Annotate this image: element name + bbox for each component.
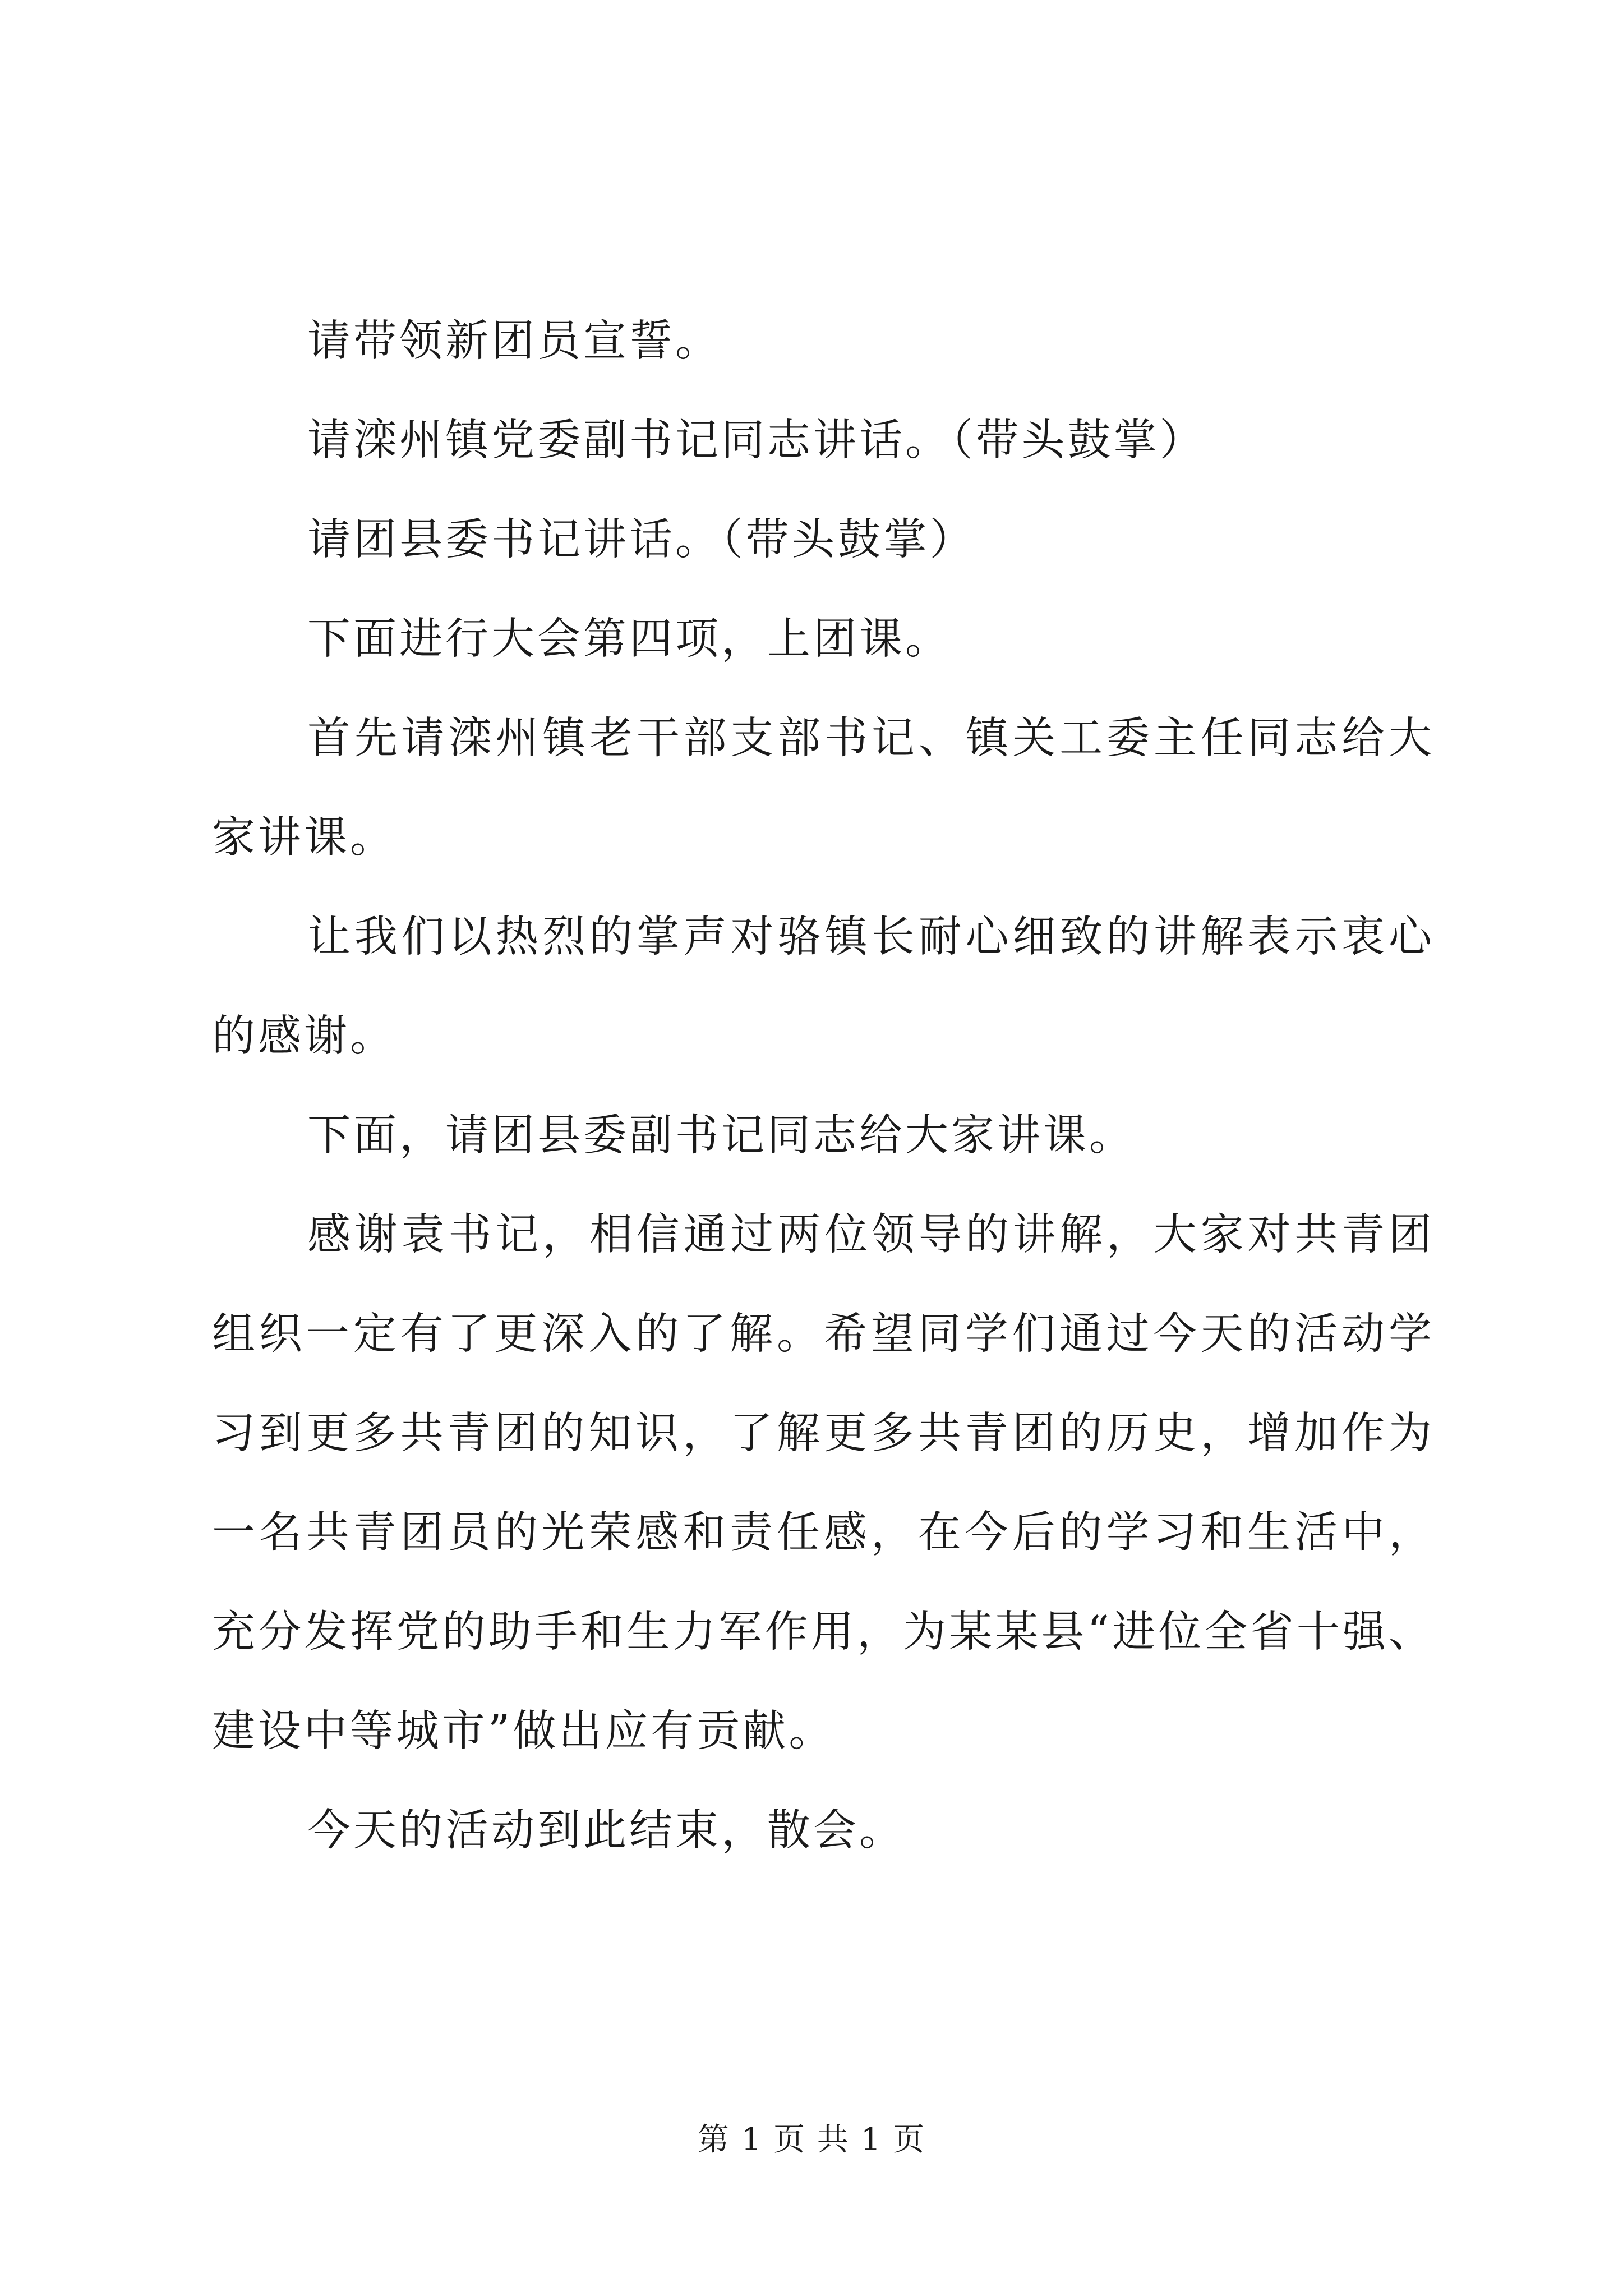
document-body	[212, 292, 1435, 1880]
paragraph-thanks-applause: 让我们以热烈的掌声对骆镇长耐心细致的讲解表示衷心的感谢。	[212, 912, 1435, 1061]
page-number-footer: 第 1 页 共 1 页	[697, 2122, 926, 2158]
paragraph-first-lecture: 首先请滦州镇老干部支部书记、镇关工委主任同志给大家讲课。	[212, 714, 1435, 863]
paragraph-closing-remarks: 感谢袁书记，相信通过两位领导的讲解，大家对共青团组织一定有了更深入的了解。希望同学们通过今天的活动学习到更多共青团的知识，了解更多共青团的历史，增加作为一名共青团员的光荣感和责任感，在今后的学习和生活中，充分发挥党的助手和生力军作用，为某某县“进位全省十强、建设中等城市”做出应有贡献。	[212, 1210, 1435, 1756]
paragraph-county-secretary-speech: 请团县委书记讲话。（带头鼓掌）	[307, 515, 976, 565]
paragraph-adjourn: 今天的活动到此结束，散会。	[307, 1806, 905, 1856]
paragraph-second-lecture: 下面，请团县委副书记同志给大家讲课。	[307, 1111, 1135, 1161]
paragraph-fourth-item: 下面进行大会第四项，上团课。	[307, 614, 951, 664]
paragraph-oath: 请带领新团员宣誓。	[307, 316, 721, 366]
paragraph-deputy-secretary-speech: 请滦州镇党委副书记同志讲话。（带头鼓掌）	[307, 416, 1206, 466]
